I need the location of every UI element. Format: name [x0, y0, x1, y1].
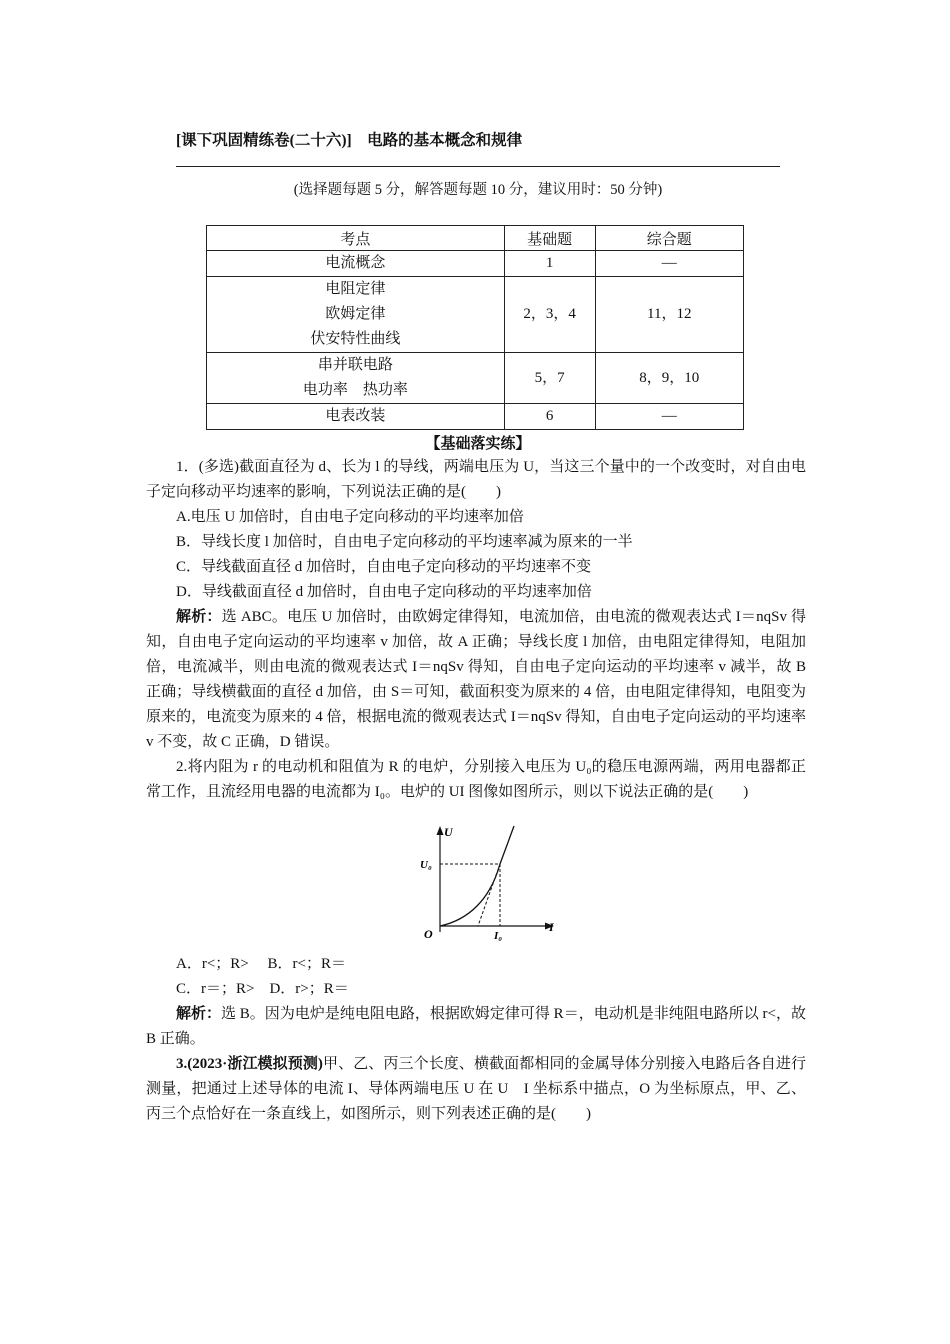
table-cell-topic	[207, 277, 505, 353]
table-cell-comprehensive: —	[595, 251, 744, 277]
origin-label: O	[424, 927, 433, 941]
analysis-label: 解析：	[176, 609, 222, 625]
analysis-label: 解析：	[176, 1006, 222, 1022]
topic-text: 电表改装	[325, 408, 386, 424]
table-row	[207, 353, 744, 404]
q3-text: 甲、乙、丙三个长度、横截面都相同的金属导体分别接入电路后各自进行测量，把通过上述导体的电流 I、导体两端电压 U 在 U I 坐标系中描点，O 为坐标原点，甲、乙、丙三个点恰好在一条直线上，如图所示，则下列表述正确的是( )	[146, 1056, 806, 1122]
table-cell-topic	[207, 251, 505, 277]
topic-text: 电阻定律	[325, 281, 386, 297]
q2-options-ab: A．r<；R> B．r<；R＝	[176, 956, 346, 972]
table-cell-comprehensive: 8，9，10	[595, 353, 744, 404]
table-cell-basic: 1	[504, 251, 595, 277]
i0-label: I₀	[494, 930, 503, 942]
topic-text: 伏安特性曲线	[310, 331, 401, 347]
topic-table	[206, 225, 744, 430]
q1-option-d: D．导线截面直径 d 加倍时，自由电子定向移动的平均速率加倍	[176, 584, 592, 600]
table-cell-topic	[207, 353, 505, 404]
ui-graph	[418, 822, 568, 944]
q1-option-c: C．导线截面直径 d 加倍时，自由电子定向移动的平均速率不变	[176, 559, 592, 575]
u-axis-arrow	[437, 826, 444, 835]
i-axis-label: I	[549, 920, 554, 934]
title-divider	[176, 166, 780, 167]
table-header-topic: 考点	[207, 226, 505, 251]
table-cell-basic: 2，3，4	[504, 277, 595, 353]
topic-text: 串并联电路	[317, 357, 393, 373]
analysis-text: 选 B。因为电炉是纯电阻电路，根据欧姆定律可得 R＝，电动机是非纯阻电路所以 r<，故 B 正确。	[146, 1006, 806, 1047]
q1-analysis	[146, 605, 806, 755]
q2-options-cd: C．r＝；R> D．r>；R＝	[176, 981, 349, 997]
table-row	[207, 404, 744, 430]
page-title: [课下巩固精练卷(二十六)] 电路的基本概念和规律	[176, 132, 523, 149]
table-header-basic: 基础题	[504, 226, 595, 251]
u0-label: U₀	[420, 859, 432, 871]
topic-text: 电流概念	[325, 255, 386, 271]
table-cell-comprehensive: 11，12	[595, 277, 744, 353]
table-cell-comprehensive: —	[595, 404, 744, 430]
q1-option-b: B．导线长度 l 加倍时，自由电子定向移动的平均速率减为原来的一半	[176, 534, 633, 550]
table-header-row	[207, 226, 744, 251]
section-heading: 【基础落实练】	[425, 436, 531, 452]
table-cell-basic: 5，7	[504, 353, 595, 404]
analysis-text: 选 ABC。电压 U 加倍时，由欧姆定律得知，电流加倍，由电流的微观表达式 I＝nqSv 得知，自由电子定向运动的平均速率 v 加倍，故 A 正确；导线长度 l 加倍，由电阻定律得知，电阻加倍，电流减半，则由电流的微观表达式 I＝nqSv 得知，自由电子定向运动的平均速率 v 减半，故 B 正确；导线横截面的直径 d 加倍，由 S＝可知，截面积变为原来的 4 倍，由电阻定律得知，电阻变为原来的，电流变为原来的 4 倍，根据电流的微观表达式 I＝nqSv 得知，自由电子定向运动的平均速率 v 不变，故 C 正确，D 错误。	[146, 609, 806, 750]
table-row	[207, 251, 744, 277]
u-axis-label: U	[444, 825, 453, 839]
table-cell-basic: 6	[504, 404, 595, 430]
q2-stem: 2.将内阻为 r 的电动机和阻值为 R 的电炉，分别接入电压为 U₀的稳压电源两端，两用电器都正常工作，且流经用电器的电流都为 I₀。电炉的 UI 图像如图所示，则以下说法正确的是( )	[146, 759, 806, 800]
q2-analysis	[146, 1002, 806, 1052]
table-row	[207, 277, 744, 353]
time-note: (选择题每题 5 分，解答题每题 10 分，建议用时：50 分钟)	[293, 182, 663, 198]
table-header-comprehensive: 综合题	[595, 226, 744, 251]
topic-text: 欧姆定律	[325, 306, 386, 322]
table-cell-topic	[207, 404, 505, 430]
q3-source: 3.(2023·浙江模拟预测)	[176, 1056, 323, 1072]
q3-stem	[146, 1052, 806, 1127]
ui-curve	[440, 826, 514, 926]
q1-option-a: A.电压 U 加倍时，自由电子定向移动的平均速率加倍	[176, 509, 524, 525]
q1-stem: 1．(多选)截面直径为 d、长为 l 的导线，两端电压为 U，当这三个量中的一个改变时，对自由电子定向移动平均速率的影响，下列说法正确的是( )	[146, 459, 806, 500]
topic-text: 电功率 热功率	[302, 382, 408, 398]
